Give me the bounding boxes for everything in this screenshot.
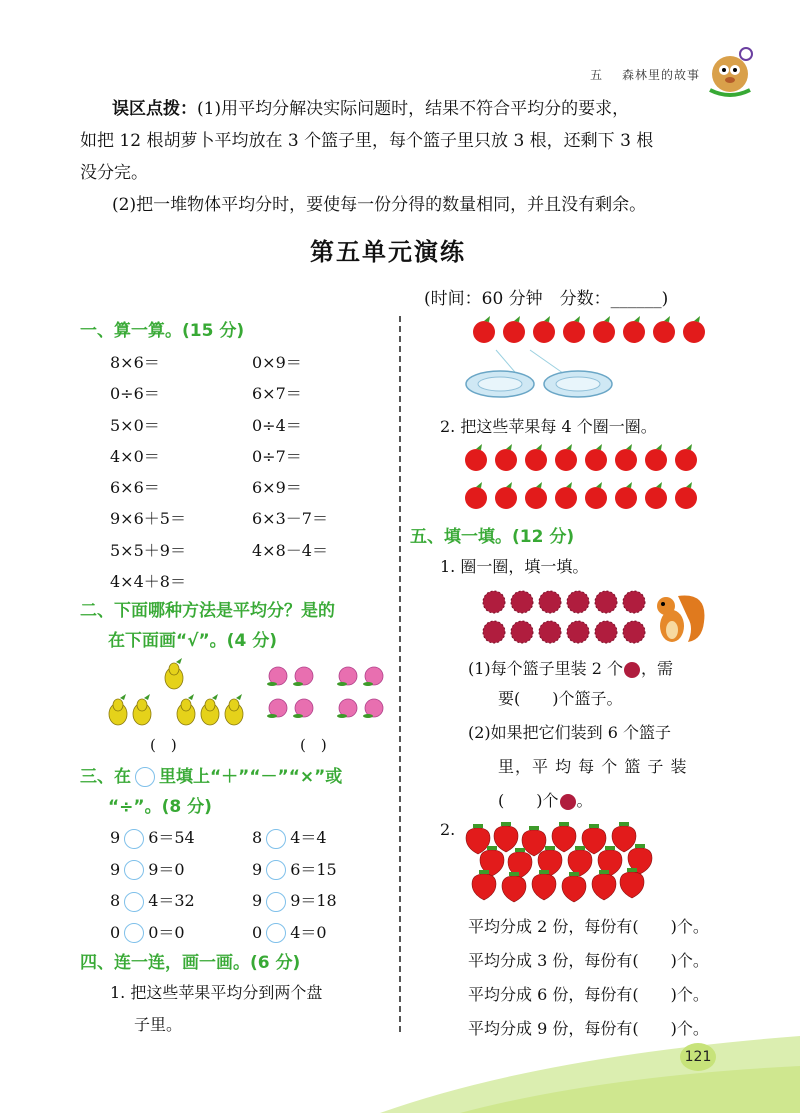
- s3-heading-post: 里填上“＋”“－”“×”或: [159, 767, 343, 787]
- page-title: 第五单元演练: [310, 238, 466, 266]
- answer-circle[interactable]: [124, 860, 144, 880]
- answer-circle[interactable]: [124, 892, 144, 912]
- fill-line: 平均分成 2 份，每份有( )个。: [468, 917, 709, 936]
- fill-line: 平均分成 9 份，每份有( )个。: [468, 1019, 709, 1038]
- s2-blank-a[interactable]: ( ): [150, 736, 177, 754]
- s3-item: 9 6＝54: [110, 828, 195, 847]
- note-p2: (2)把一堆物体平均分时，要使每一份分得的数量相同，并且没有剩余。: [112, 195, 647, 215]
- pear-icon: [109, 663, 243, 725]
- fill-line: 平均分成 3 份，每份有( )个。: [468, 951, 709, 970]
- s4-q2: 2. 把这些苹果每 4 个圈一圈。: [440, 417, 657, 436]
- s3-item: 9 6＝15: [252, 859, 337, 879]
- equation: 6×6＝: [110, 478, 160, 498]
- s2-heading-1: 二、下面哪种方法是平均分？是的: [80, 601, 335, 621]
- s3-item: 8 4＝32: [110, 891, 195, 910]
- equation: 0÷7＝: [252, 446, 302, 466]
- note-label: 误区点拨：: [112, 99, 197, 119]
- s3-item: 9 9＝18: [252, 891, 337, 910]
- s1-left-col: [110, 347, 186, 597]
- strawberries[interactable]: [464, 820, 664, 904]
- equation: 6×3－7＝: [252, 509, 328, 529]
- s5-q1-2d: 。: [576, 791, 593, 810]
- berries-grid[interactable]: [482, 588, 712, 648]
- s4-q1-line1: 1. 把这些苹果平均分到两个盘: [110, 983, 323, 1002]
- answer-circle[interactable]: [266, 829, 286, 849]
- berry-icon: [559, 793, 577, 811]
- equation: 4×4＋8＝: [110, 572, 186, 592]
- note-p1: (1)用平均分解决实际问题时，结果不符合平均分的要求，: [197, 99, 630, 119]
- s5-q1-1a: (1)每个篮子里装 2 个: [468, 659, 624, 678]
- apples-row-top: [470, 314, 710, 348]
- s5-q1-1b: ，需: [641, 659, 674, 678]
- s5-heading: 五、填一填。(12 分): [410, 527, 575, 547]
- s5-q1-2c: ( )个: [498, 791, 559, 810]
- s5-q1: 1. 圈一圈，填一填。: [440, 557, 589, 576]
- note-p1c: 没分完。: [80, 163, 148, 183]
- equation: 0×9＝: [252, 353, 302, 372]
- equation: 4×0＝: [110, 446, 160, 466]
- s4-q1-line2: 子里。: [134, 1015, 183, 1034]
- header-section-label: 五: [590, 68, 604, 82]
- s2-blank-b[interactable]: ( ): [300, 736, 327, 754]
- s5-q2: 2.: [440, 820, 456, 839]
- header-chapter-title: 森林里的故事: [622, 68, 701, 82]
- apples-grid[interactable]: [462, 444, 708, 516]
- s4-heading: 四、连一连，画一画。(6 分): [80, 953, 301, 973]
- s3-item: 0 4＝0: [252, 922, 327, 942]
- answer-circle[interactable]: [266, 923, 286, 943]
- peaches-group-b: [264, 664, 394, 724]
- equation: 5×0＝: [110, 415, 160, 435]
- s5-q1-2a: (2)如果把它们装到 6 个篮子: [468, 723, 672, 742]
- bottom-wave-decoration: [380, 1036, 800, 1113]
- exam-meta: (时间：60 分钟 分数：______): [424, 289, 669, 309]
- berry-icon: [623, 661, 641, 679]
- page-number: 121: [680, 1043, 716, 1071]
- s5-q1-2b: 里，平 均 每 个 篮 子 装: [498, 757, 688, 776]
- fill-line: 平均分成 6 份，每份有( )个。: [468, 985, 709, 1004]
- s3-heading-pre: 三、在: [80, 767, 131, 787]
- s3-grid: [110, 822, 390, 948]
- s2-heading-2: 在下面画“√”。(4 分): [108, 631, 277, 651]
- cartoon-character-icon: [700, 40, 760, 98]
- s3-item: 8 4＝4: [252, 828, 327, 847]
- peach-icon: [269, 667, 383, 717]
- answer-circle[interactable]: [266, 892, 286, 912]
- s3-item: 0 0＝0: [110, 922, 185, 942]
- answer-circle[interactable]: [266, 860, 286, 880]
- equation: 6×9＝: [252, 478, 302, 498]
- s1-heading: 一、算一算。(15 分): [80, 321, 245, 341]
- equation: 8×6＝: [110, 353, 160, 372]
- circle-symbol-icon: [135, 767, 155, 787]
- equation: 9×6＋5＝: [110, 509, 186, 529]
- s3-item: 9 9＝0: [110, 859, 185, 879]
- answer-circle[interactable]: [124, 923, 144, 943]
- plates[interactable]: [460, 346, 620, 402]
- equation: 0÷6＝: [110, 384, 160, 404]
- squirrel-icon: [657, 596, 704, 642]
- equation: 5×5＋9＝: [110, 540, 186, 560]
- s5-q2-lines: [468, 910, 709, 1046]
- s3-heading-2: “÷”。(8 分): [108, 797, 212, 817]
- equation: 4×8－4＝: [252, 540, 328, 560]
- column-divider: [399, 316, 401, 1032]
- note-p1b: 如把 12 根胡萝卜平均放在 3 个篮子里，每个篮子里只放 3 根，还剩下 3 根: [80, 131, 654, 151]
- s1-right-col: [252, 347, 328, 566]
- s5-q1-1c: 要( )个篮子。: [498, 689, 623, 708]
- answer-circle[interactable]: [124, 829, 144, 849]
- plate-icon: [466, 371, 612, 397]
- equation: 6×7＝: [252, 384, 302, 404]
- equation: 0÷4＝: [252, 415, 302, 435]
- pears-group-a: [104, 656, 254, 732]
